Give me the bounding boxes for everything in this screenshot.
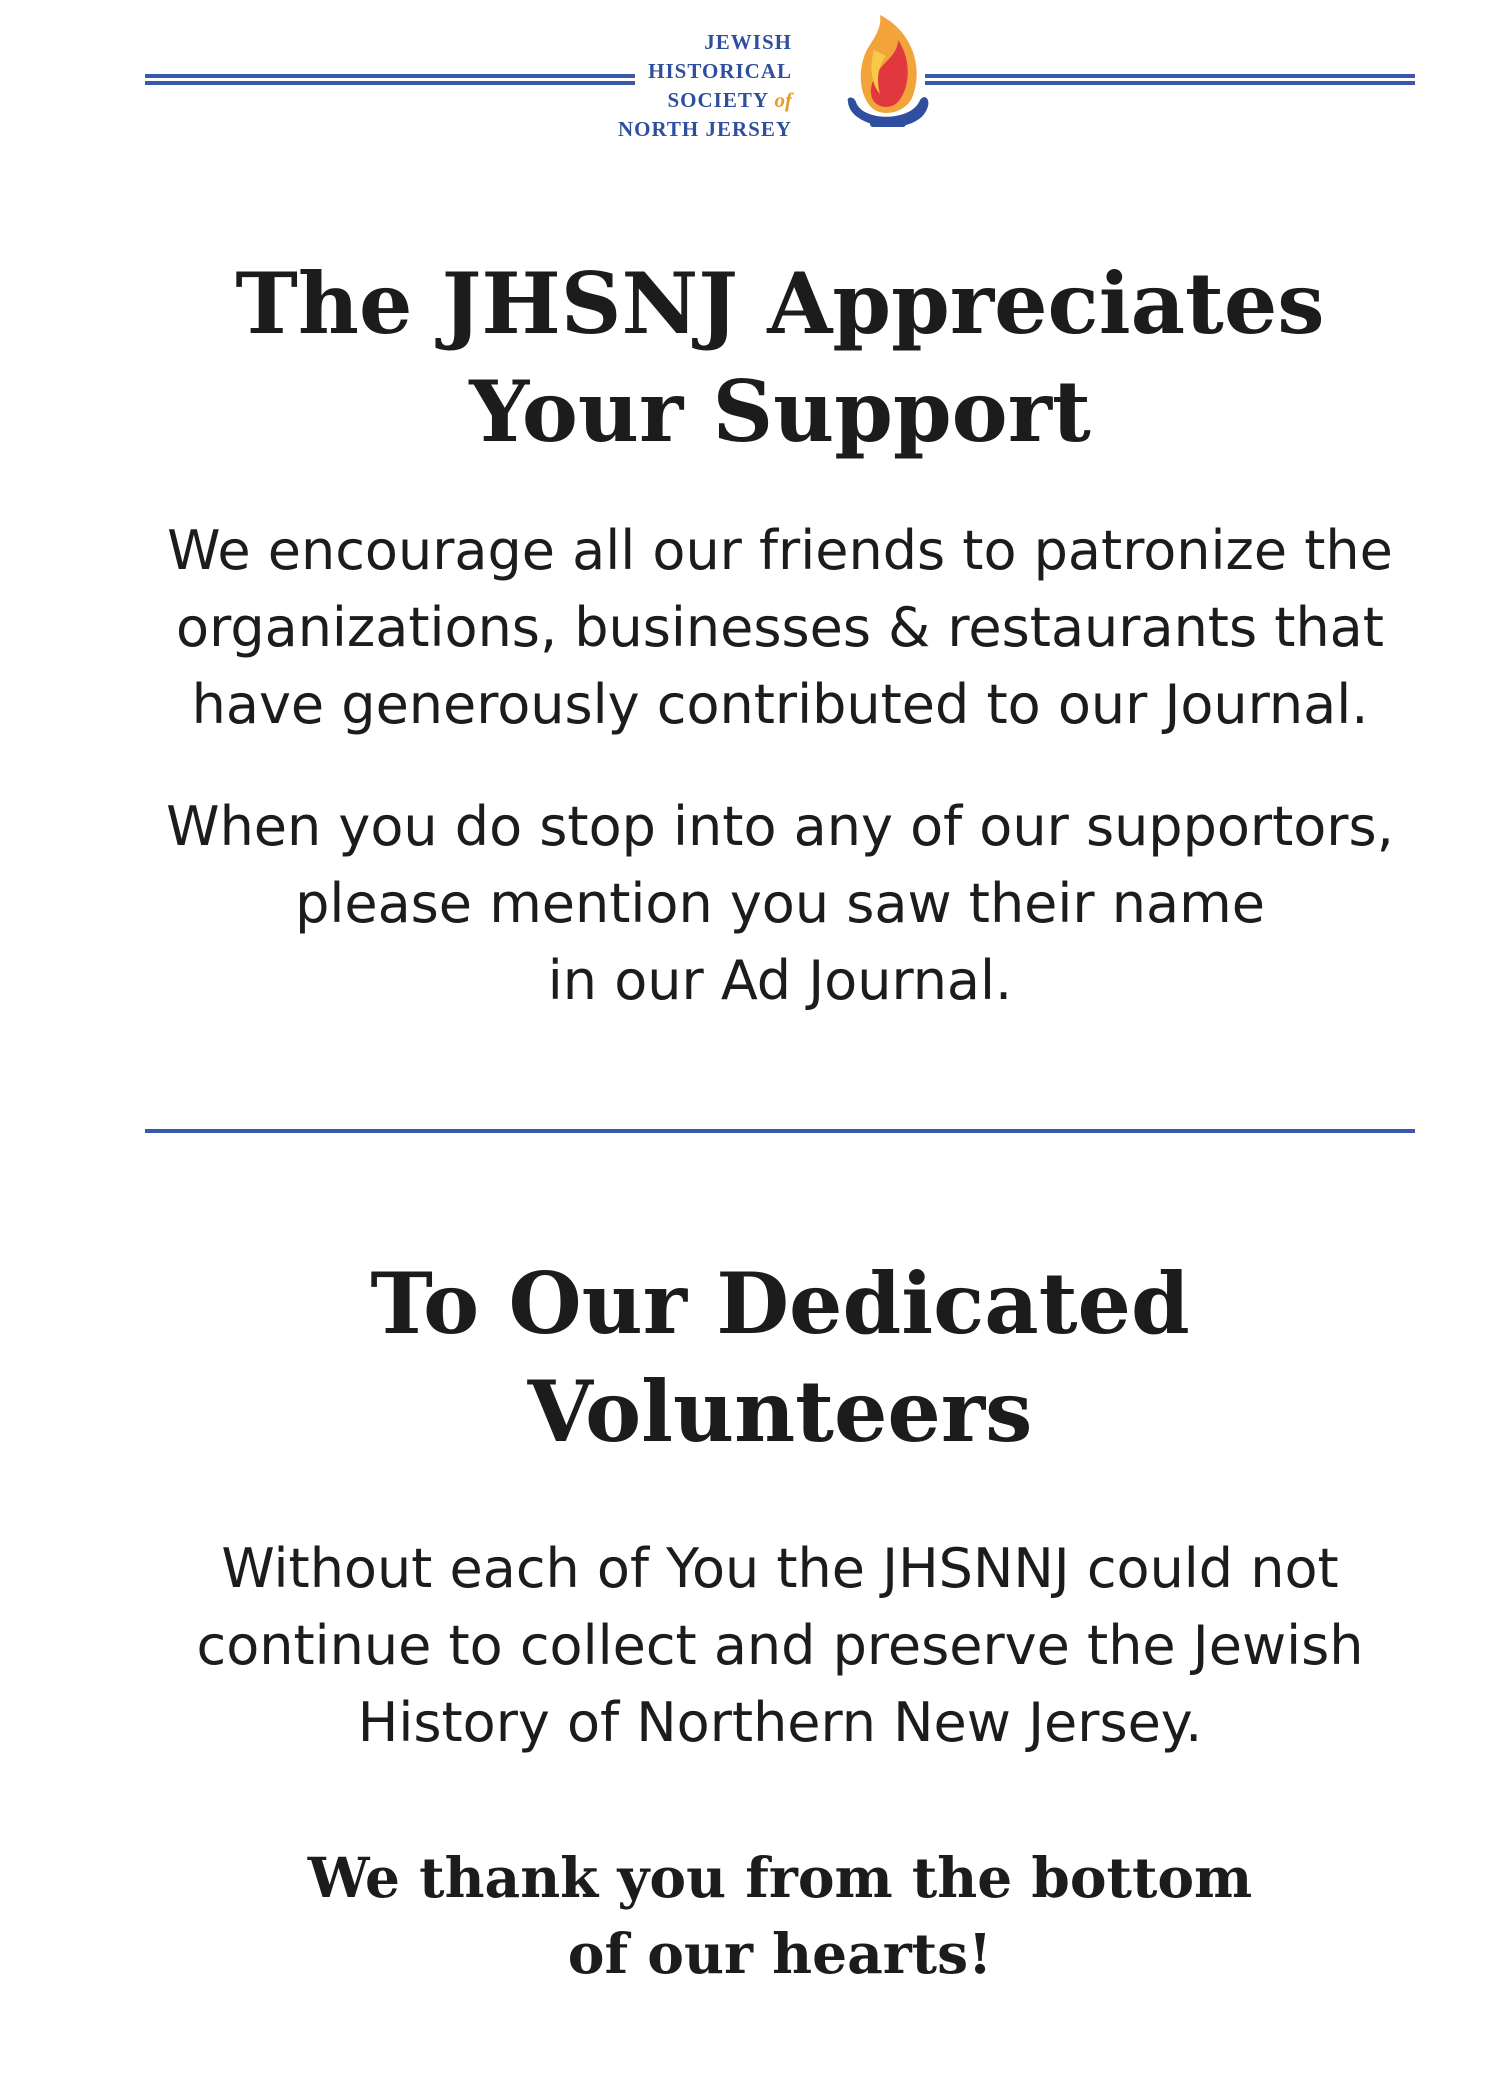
- logo-line-3: [618, 86, 792, 115]
- header-rule-right: [925, 74, 1415, 85]
- support-paragraph-2: When you do stop into any of our supportors, please mention you saw their name in our Ad Journal.: [166, 795, 1394, 1012]
- volunteers-paragraph: Without each of You the JHSNNJ could not continue to collect and preserve the Jewish History of Northern New Jersey.: [196, 1537, 1364, 1754]
- logo-line-3-of: of: [774, 88, 792, 112]
- logo-line-2: HISTORICAL: [648, 59, 792, 83]
- logo-line-3-word: SOCIETY: [667, 88, 769, 112]
- society-logo: [617, 10, 940, 145]
- logo-line-1: JEWISH: [704, 30, 792, 54]
- support-paragraph-1-wrap: [140, 512, 1420, 743]
- section-divider: [145, 1129, 1415, 1133]
- flame-bowl-icon: [840, 10, 935, 145]
- support-section: [140, 250, 1420, 466]
- volunteers-section: [140, 1250, 1420, 1466]
- thanks-message: We thank you from the bottom of our hearts!: [307, 1845, 1253, 1986]
- support-heading: The JHSNJ Appreciates Your Support: [235, 254, 1325, 461]
- support-paragraph-2-wrap: [140, 788, 1420, 1019]
- volunteers-heading: To Our Dedicated Volunteers: [370, 1254, 1190, 1461]
- logo-wordmark: [618, 28, 792, 144]
- page-header: [0, 0, 1500, 150]
- thanks-wrap: [140, 1840, 1420, 1992]
- volunteers-paragraph-wrap: [140, 1530, 1420, 1761]
- support-paragraph-1: We encourage all our friends to patronize the organizations, businesses & restaurants that have generously contributed to our Journal.: [167, 519, 1393, 736]
- logo-line-4: NORTH JERSEY: [617, 117, 792, 141]
- header-rule-left: [145, 74, 635, 85]
